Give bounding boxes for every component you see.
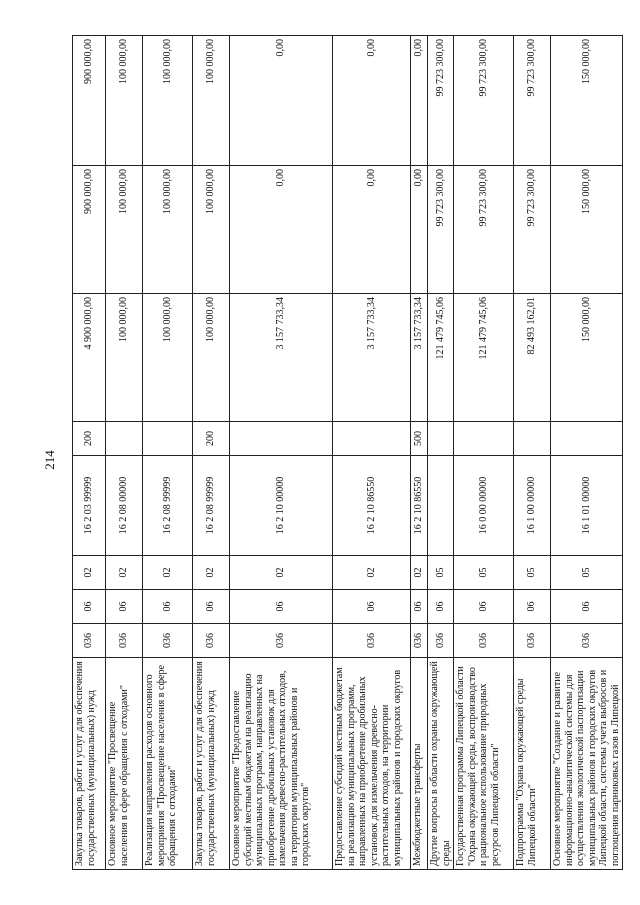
cell-subsection-code: 02 xyxy=(73,556,106,590)
cell-target-article: 16 2 08 99999 xyxy=(193,456,230,556)
cell-section-code: 06 xyxy=(230,590,333,624)
cell-name: Межбюджетные трансферты xyxy=(411,658,428,870)
cell-section-code: 06 xyxy=(454,590,514,624)
table-row xyxy=(333,36,411,870)
cell-ministry-code: 036 xyxy=(428,624,454,658)
cell-name: Другие вопросы в области охраны окружающей среды xyxy=(428,658,454,870)
cell-sum-year-2: 100 000,00 xyxy=(106,166,143,294)
cell-target-article: 16 2 08 99999 xyxy=(143,456,193,556)
cell-name: Основное мероприятие "Создание и развитие информационно-аналитической системы для осуществления экологической паспортизации муниципальных районов и городских округов Липецкой области, системы учета выбросов и поглощения парниковых газов в Липецкой xyxy=(551,658,623,870)
cell-subsection-code: 05 xyxy=(454,556,514,590)
cell-section-code: 06 xyxy=(73,590,106,624)
cell-expense-type xyxy=(514,422,551,456)
table-row xyxy=(143,36,193,870)
cell-sum-year-3: 100 000,00 xyxy=(106,36,143,166)
cell-subsection-code: 02 xyxy=(333,556,411,590)
cell-name: Закупка товаров, работ и услуг для обеспечения государственных (муниципальных) нужд xyxy=(73,658,106,870)
cell-expense-type xyxy=(428,422,454,456)
cell-name: Государственная программа Липецкой области "Охрана окружающей среды, воспроизводство и рациональное использование природных ресурсов Липецкой области" xyxy=(454,658,514,870)
cell-target-article: 16 2 10 86550 xyxy=(333,456,411,556)
table-row xyxy=(230,36,333,870)
cell-section-code: 06 xyxy=(551,590,623,624)
cell-expense-type xyxy=(143,422,193,456)
cell-section-code: 06 xyxy=(143,590,193,624)
cell-sum-year-3: 0,00 xyxy=(333,36,411,166)
budget-table-body xyxy=(73,36,623,870)
cell-name: Закупка товаров, работ и услуг для обеспечения государственных (муниципальных) нужд xyxy=(193,658,230,870)
cell-sum-year-3: 900 000,00 xyxy=(73,36,106,166)
cell-sum-year-2: 0,00 xyxy=(411,166,428,294)
cell-ministry-code: 036 xyxy=(411,624,428,658)
cell-name: Основное мероприятие "Предоставление субсидий местным бюджетам на реализацию муниципальных программ, направленных на приобретение дробильных установок для измельчения древесно-растительных отходов, на территории муниципальных районов и городских округов" xyxy=(230,658,333,870)
cell-expense-type xyxy=(333,422,411,456)
cell-sum-year-3: 150 000,00 xyxy=(551,36,623,166)
cell-target-article: 16 2 10 86550 xyxy=(411,456,428,556)
cell-section-code: 06 xyxy=(411,590,428,624)
cell-name: Подпрограмма "Охрана окружающей среды Липецкой области" xyxy=(514,658,551,870)
cell-ministry-code: 036 xyxy=(193,624,230,658)
table-row xyxy=(514,36,551,870)
cell-expense-type xyxy=(230,422,333,456)
cell-sum-year-1: 100 000,00 xyxy=(143,294,193,422)
cell-sum-year-1: 3 157 733,34 xyxy=(230,294,333,422)
cell-expense-type: 200 xyxy=(193,422,230,456)
cell-section-code: 06 xyxy=(106,590,143,624)
cell-sum-year-3: 99 723 300,00 xyxy=(454,36,514,166)
cell-section-code: 06 xyxy=(514,590,551,624)
cell-sum-year-1: 100 000,00 xyxy=(193,294,230,422)
cell-subsection-code: 02 xyxy=(230,556,333,590)
cell-sum-year-1: 3 157 733,34 xyxy=(411,294,428,422)
budget-table-viewport xyxy=(72,36,621,870)
table-row xyxy=(454,36,514,870)
table-row xyxy=(73,36,106,870)
cell-sum-year-2: 150 000,00 xyxy=(551,166,623,294)
cell-ministry-code: 036 xyxy=(551,624,623,658)
cell-sum-year-1: 100 000,00 xyxy=(106,294,143,422)
cell-sum-year-1: 150 000,00 xyxy=(551,294,623,422)
cell-expense-type: 500 xyxy=(411,422,428,456)
budget-table xyxy=(72,35,623,870)
cell-subsection-code: 02 xyxy=(106,556,143,590)
cell-ministry-code: 036 xyxy=(514,624,551,658)
cell-sum-year-1: 121 479 745,06 xyxy=(454,294,514,422)
cell-expense-type xyxy=(551,422,623,456)
cell-section-code: 06 xyxy=(428,590,454,624)
cell-sum-year-2: 100 000,00 xyxy=(143,166,193,294)
cell-ministry-code: 036 xyxy=(454,624,514,658)
cell-sum-year-1: 3 157 733,34 xyxy=(333,294,411,422)
cell-sum-year-2: 100 000,00 xyxy=(193,166,230,294)
cell-target-article xyxy=(428,456,454,556)
table-row xyxy=(193,36,230,870)
table-row xyxy=(428,36,454,870)
cell-target-article: 16 1 00 00000 xyxy=(514,456,551,556)
cell-subsection-code: 02 xyxy=(143,556,193,590)
cell-sum-year-3: 99 723 300,00 xyxy=(428,36,454,166)
cell-sum-year-2: 99 723 300,00 xyxy=(454,166,514,294)
cell-subsection-code: 02 xyxy=(411,556,428,590)
cell-sum-year-3: 99 723 300,00 xyxy=(514,36,551,166)
cell-sum-year-1: 121 479 745,06 xyxy=(428,294,454,422)
cell-sum-year-2: 99 723 300,00 xyxy=(514,166,551,294)
cell-sum-year-1: 82 493 162,01 xyxy=(514,294,551,422)
cell-subsection-code: 02 xyxy=(193,556,230,590)
cell-name: Основное мероприятие "Просвещение населения в сфере обращения с отходами" xyxy=(106,658,143,870)
cell-ministry-code: 036 xyxy=(106,624,143,658)
cell-expense-type xyxy=(106,422,143,456)
cell-sum-year-1: 4 900 000,00 xyxy=(73,294,106,422)
cell-section-code: 06 xyxy=(333,590,411,624)
cell-ministry-code: 036 xyxy=(333,624,411,658)
cell-sum-year-2: 900 000,00 xyxy=(73,166,106,294)
cell-name: Реализация направления расходов основного мероприятия "Просвещение населения в сфере обращения с отходами" xyxy=(143,658,193,870)
table-row xyxy=(106,36,143,870)
cell-target-article: 16 0 00 00000 xyxy=(454,456,514,556)
cell-expense-type xyxy=(454,422,514,456)
budget-table-rotated xyxy=(72,36,621,870)
cell-target-article: 16 1 01 00000 xyxy=(551,456,623,556)
table-row xyxy=(551,36,623,870)
cell-sum-year-2: 0,00 xyxy=(230,166,333,294)
cell-subsection-code: 05 xyxy=(514,556,551,590)
cell-name: Предоставление субсидий местным бюджетам на реализацию муниципальных программ, направленных на приобретение дробильных установок для измельчения древесно-растительных отходов, на территории муниципальных районов и городских округов xyxy=(333,658,411,870)
cell-sum-year-2: 0,00 xyxy=(333,166,411,294)
cell-subsection-code: 05 xyxy=(428,556,454,590)
cell-target-article: 16 2 03 99999 xyxy=(73,456,106,556)
cell-ministry-code: 036 xyxy=(73,624,106,658)
cell-sum-year-3: 0,00 xyxy=(411,36,428,166)
cell-target-article: 16 2 10 00000 xyxy=(230,456,333,556)
page-number: 214 xyxy=(42,450,57,470)
cell-sum-year-2: 99 723 300,00 xyxy=(428,166,454,294)
cell-sum-year-3: 0,00 xyxy=(230,36,333,166)
cell-expense-type: 200 xyxy=(73,422,106,456)
cell-sum-year-3: 100 000,00 xyxy=(143,36,193,166)
cell-ministry-code: 036 xyxy=(230,624,333,658)
cell-ministry-code: 036 xyxy=(143,624,193,658)
cell-target-article: 16 2 08 00000 xyxy=(106,456,143,556)
cell-subsection-code: 05 xyxy=(551,556,623,590)
table-row xyxy=(411,36,428,870)
cell-section-code: 06 xyxy=(193,590,230,624)
cell-sum-year-3: 100 000,00 xyxy=(193,36,230,166)
